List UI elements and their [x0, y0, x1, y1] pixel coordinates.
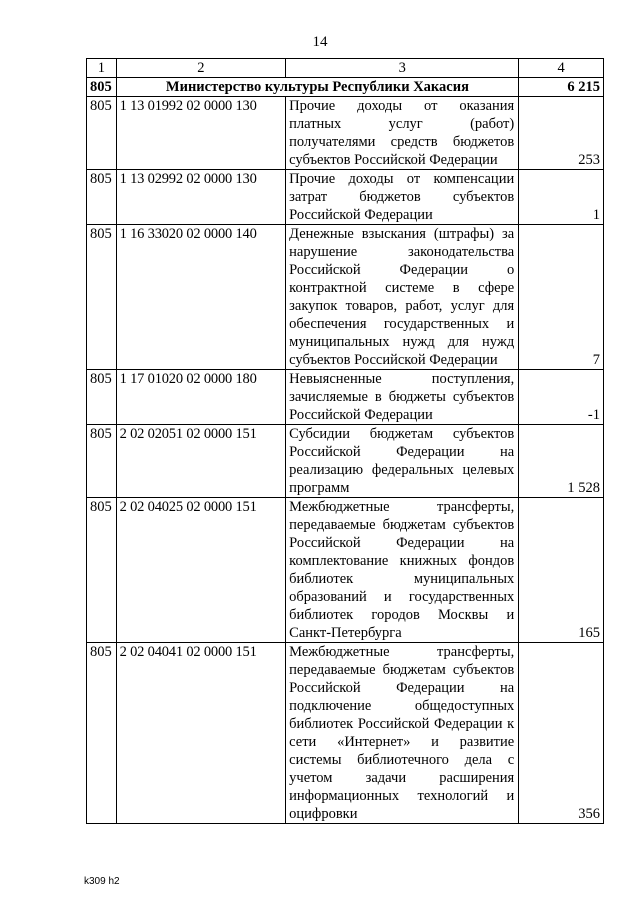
revenue-description: Межбюджетные трансферты, передаваемые бюджетам субъектов Российской Федерации на подключение общедоступных библиотек Российской Федерации к сети «Интернет» и развитие системы библиотечного дела с учетом задачи расширения информационных технологий и оцифровки — [286, 643, 519, 824]
table-header-row — [87, 59, 604, 78]
revenue-amount: -1 — [519, 370, 604, 425]
budget-code: 1 17 01020 02 0000 180 — [116, 370, 286, 425]
table-row — [87, 97, 604, 170]
admin-code: 805 — [87, 498, 117, 643]
revenue-description: Межбюджетные трансферты, передаваемые бюджетам субъектов Российской Федерации на комплектование книжных фондов библиотек муниципальных образований и государственных библиотек городов Москвы и Санкт-Петербурга — [286, 498, 519, 643]
admin-code: 805 — [87, 370, 117, 425]
budget-code: 1 13 01992 02 0000 130 — [116, 97, 286, 170]
table-row — [87, 425, 604, 498]
revenue-amount: 1 — [519, 170, 604, 225]
budget-code: 2 02 04025 02 0000 151 — [116, 498, 286, 643]
revenue-description: Субсидии бюджетам субъектов Российской Федерации на реализацию федеральных целевых программ — [286, 425, 519, 498]
revenue-amount: 253 — [519, 97, 604, 170]
admin-code: 805 — [87, 97, 117, 170]
table-row — [87, 225, 604, 370]
ministry-name: Министерство культуры Республики Хакасия — [116, 78, 519, 97]
page-number: 14 — [312, 34, 328, 50]
revenue-description: Прочие доходы от компенсации затрат бюджетов субъектов Российской Федерации — [286, 170, 519, 225]
header-col-4: 4 — [519, 59, 604, 78]
revenue-table — [86, 58, 604, 824]
budget-code: 2 02 02051 02 0000 151 — [116, 425, 286, 498]
revenue-amount: 7 — [519, 225, 604, 370]
table-row — [87, 643, 604, 824]
budget-code: 1 13 02992 02 0000 130 — [116, 170, 286, 225]
admin-code: 805 — [87, 643, 117, 824]
ministry-code: 805 — [87, 78, 117, 97]
revenue-amount: 356 — [519, 643, 604, 824]
header-col-1: 1 — [87, 59, 117, 78]
admin-code: 805 — [87, 425, 117, 498]
header-col-3: 3 — [286, 59, 519, 78]
admin-code: 805 — [87, 225, 117, 370]
revenue-amount: 165 — [519, 498, 604, 643]
table-row — [87, 498, 604, 643]
revenue-description: Прочие доходы от оказания платных услуг (работ) получателями средств бюджетов субъектов Российской Федерации — [286, 97, 519, 170]
revenue-description: Денежные взыскания (штрафы) за нарушение законодательства Российской Федерации о контрактной системе в сфере закупок товаров, работ, услуг для обеспечения государственных и муниципальных нужд для нужд субъектов Российской Федерации — [286, 225, 519, 370]
budget-code: 2 02 04041 02 0000 151 — [116, 643, 286, 824]
table-row — [87, 370, 604, 425]
revenue-description: Невыясненные поступления, зачисляемые в бюджеты субъектов Российской Федерации — [286, 370, 519, 425]
ministry-amount: 6 215 — [519, 78, 604, 97]
budget-code: 1 16 33020 02 0000 140 — [116, 225, 286, 370]
revenue-amount: 1 528 — [519, 425, 604, 498]
header-col-2: 2 — [116, 59, 286, 78]
ministry-row — [87, 78, 604, 97]
admin-code: 805 — [87, 170, 117, 225]
footer-document-code: k309 h2 — [84, 876, 120, 887]
table-row — [87, 170, 604, 225]
